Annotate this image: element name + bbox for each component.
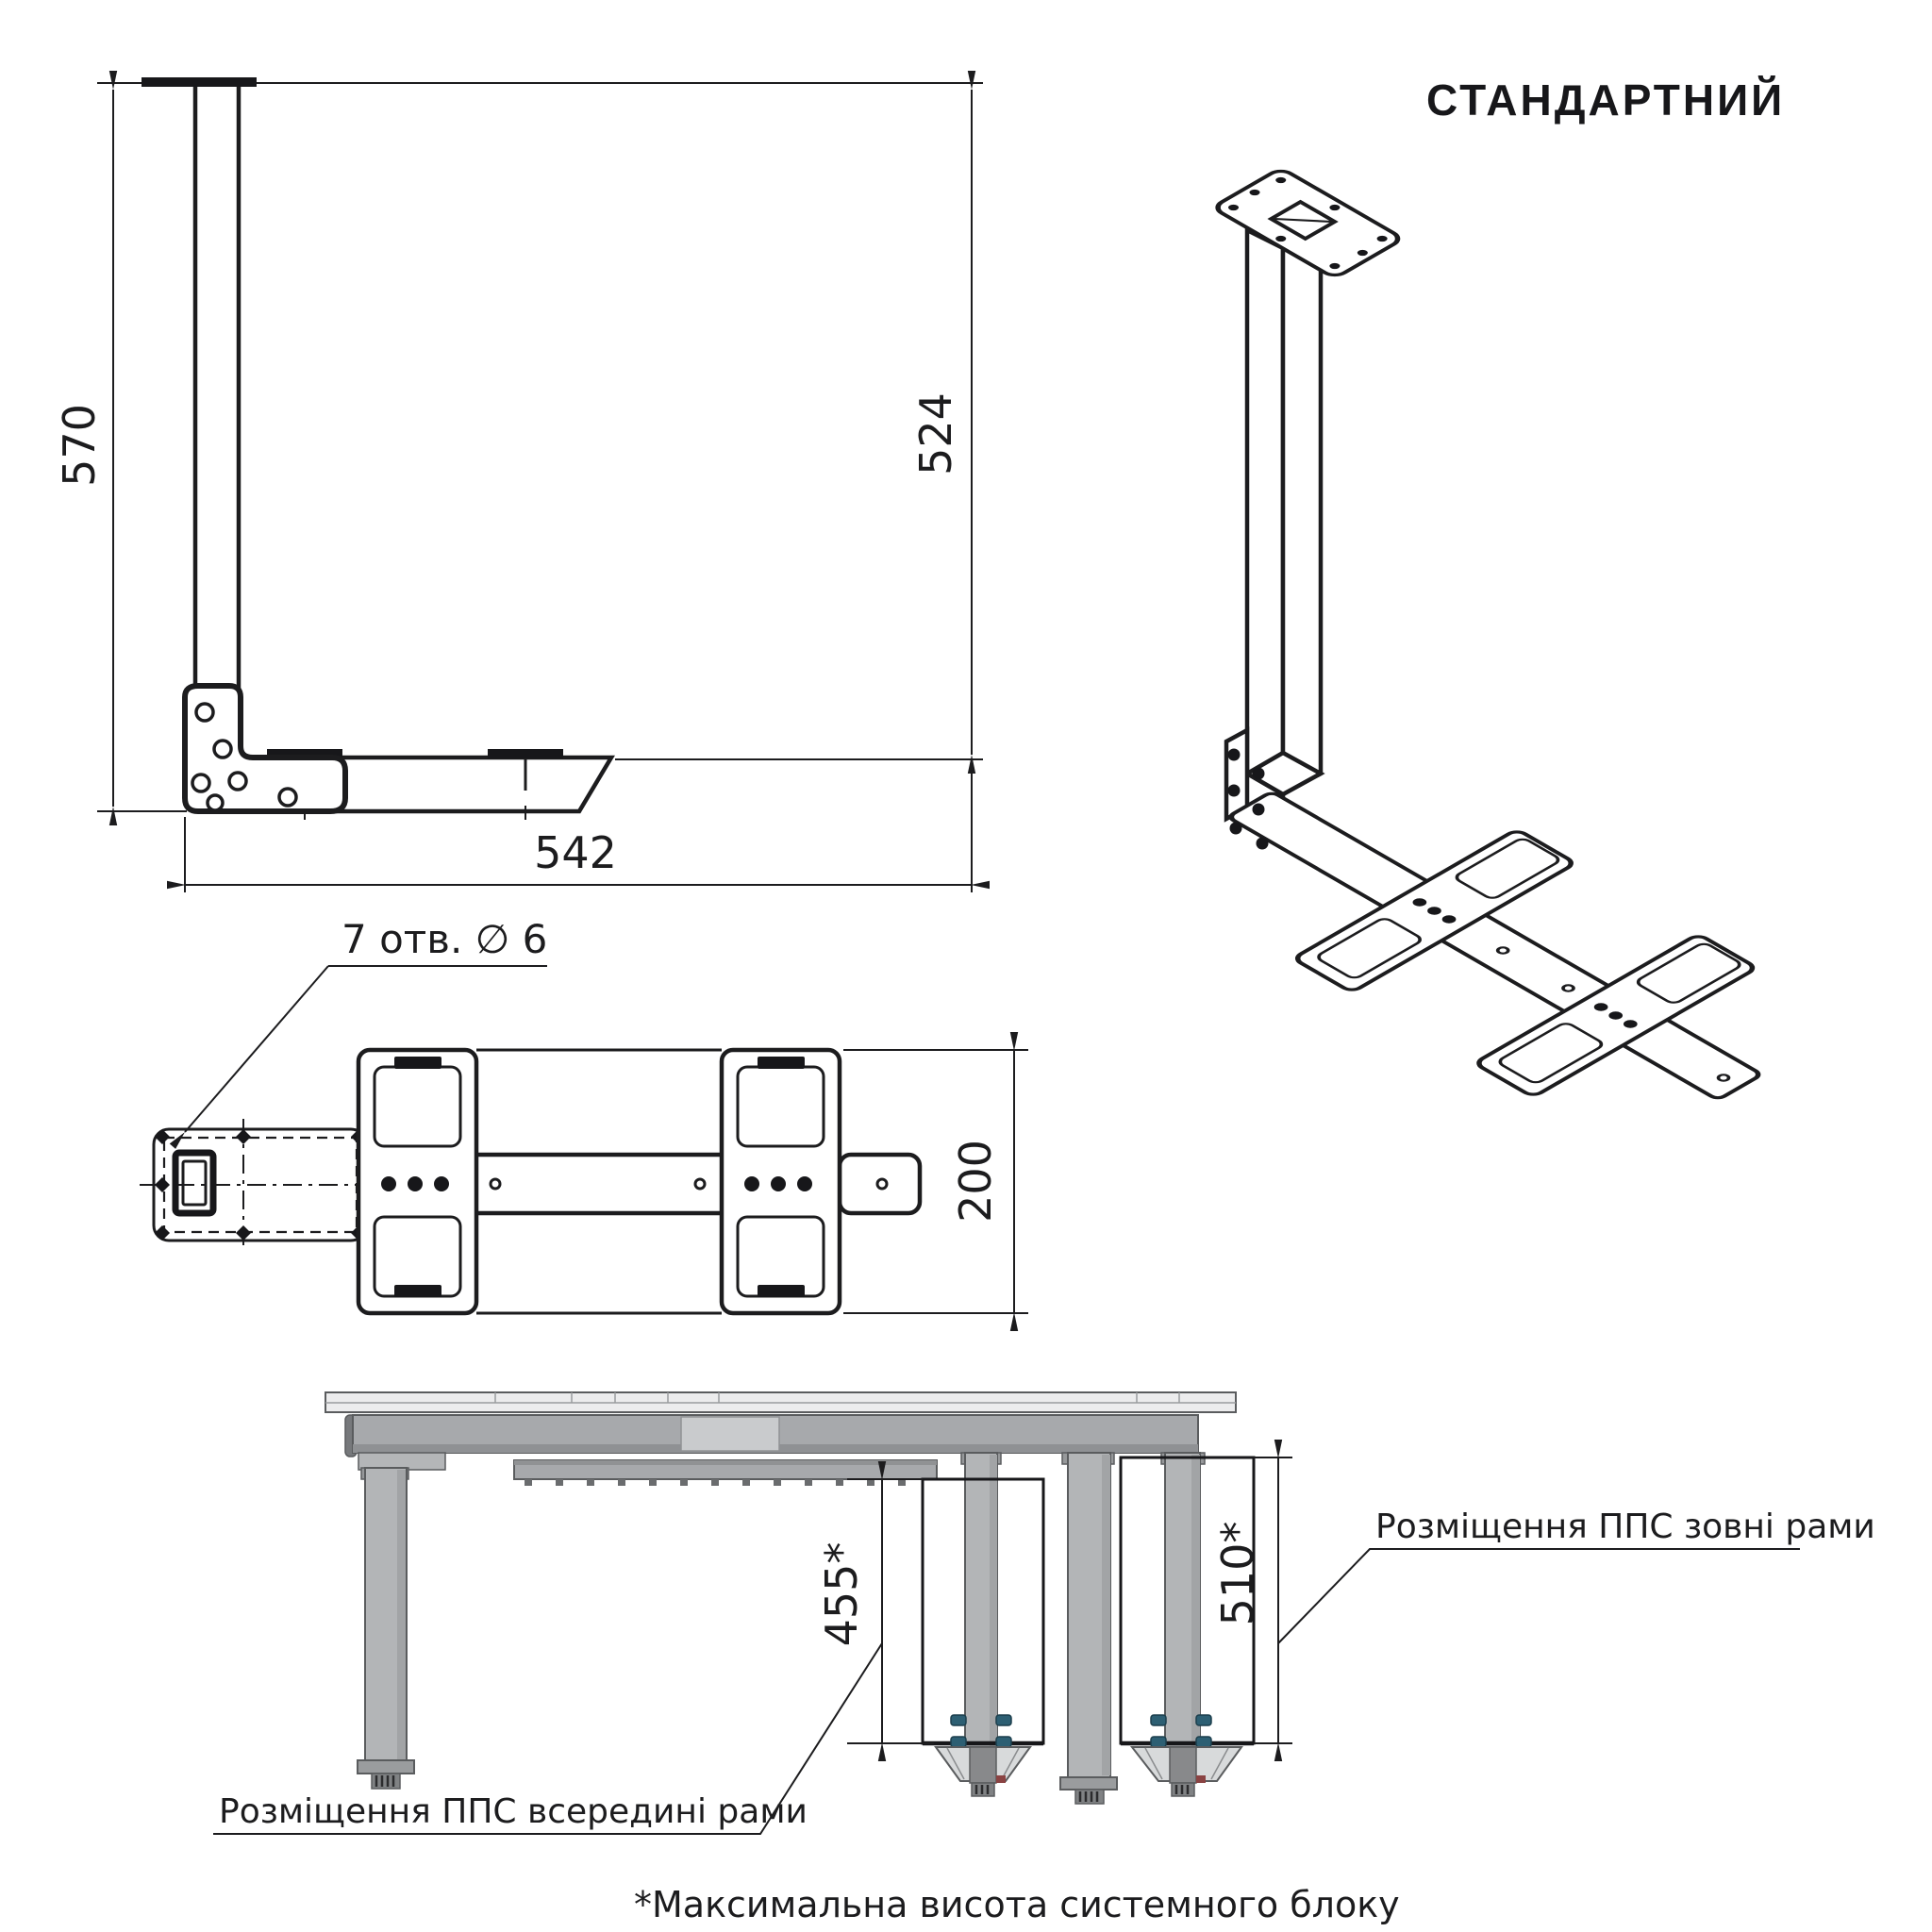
dimension-455 [816,1479,934,1743]
dimension-542 [186,827,971,885]
dim-542-label: 542 [534,827,617,878]
holder-sub-rail [514,1460,937,1486]
dimension-570 [54,90,113,807]
post-right-face [1283,248,1321,794]
desk-leg-outside-frame [1161,1453,1205,1781]
dimension-524 [910,90,972,755]
spine-bar [476,1050,920,1313]
spine-stub [840,1155,920,1213]
desk-top [325,1392,1236,1412]
attachment-plate [140,1119,379,1251]
holes-callout-label: 7 отв. ∅ 6 [341,916,548,962]
dim-200-label: 200 [950,1140,1001,1223]
label-inside-frame-text: Розміщення ППС всередині рами [219,1792,808,1831]
label-inside-frame [213,1643,882,1834]
desk-leg-inside-frame [961,1453,1001,1781]
dim-570-label: 570 [54,404,105,487]
front-orthographic-view [54,77,983,892]
desk-leg-middle [1060,1453,1117,1804]
isometric-view [1138,168,1852,1152]
label-outside-frame-text: Розміщення ППС зовні рами [1375,1507,1875,1546]
assembly-side-view [213,1392,1875,1834]
desk-leg-left [358,1468,414,1789]
dim-510-label: 510* [1212,1521,1263,1626]
top-mounting-plate [1212,168,1404,278]
dim-455-label: 455* [816,1541,867,1647]
dim-524-label: 524 [910,392,961,475]
rail-center-connector [681,1417,779,1451]
top-plan-view [140,916,1028,1313]
label-outside-frame [1278,1507,1875,1643]
footnote-text: *Максимальна висота системного блоку [634,1884,1400,1925]
plan-cross-plate-1 [358,1050,476,1313]
plan-cross-plate-2 [722,1050,840,1313]
page-title: СТАНДАРТНИЙ [1426,75,1786,125]
post-left-face [1247,230,1283,794]
vertical-post [195,87,239,756]
mounting-plate-edge [142,77,257,87]
